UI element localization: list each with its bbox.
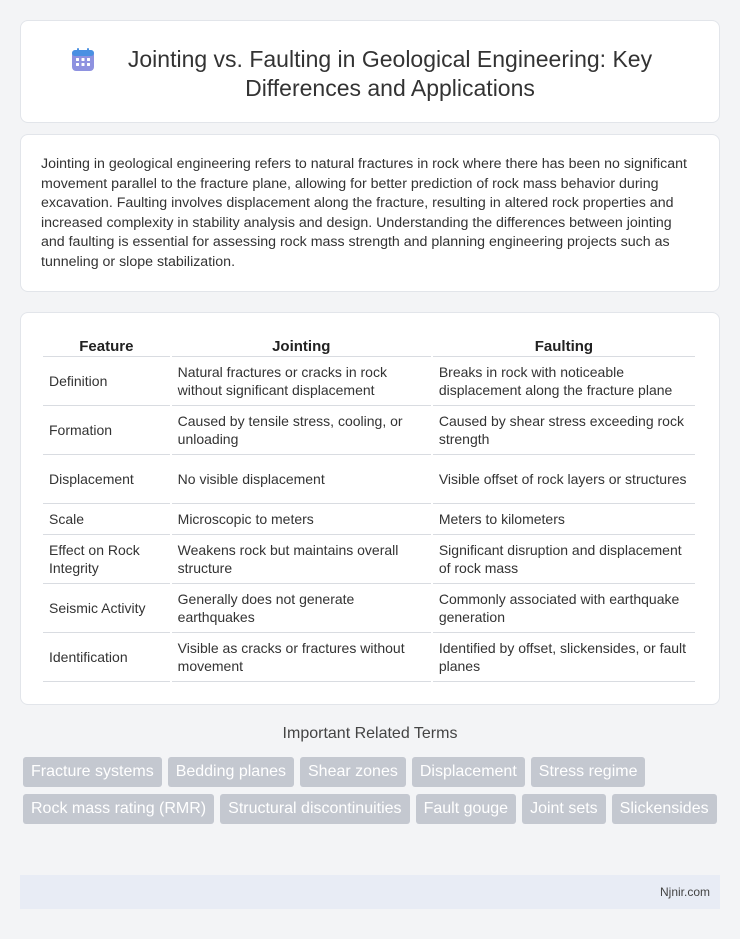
- cell-faulting: Identified by offset, slickensides, or fault planes: [433, 633, 695, 682]
- cell-jointing: No visible displacement: [172, 455, 431, 504]
- intro-card: [20, 134, 720, 292]
- footer: [20, 875, 720, 909]
- cell-jointing: Visible as cracks or fractures without movement: [172, 633, 431, 682]
- cell-jointing: Generally does not generate earthquakes: [172, 584, 431, 633]
- table-row: [43, 633, 695, 682]
- title-wrap: [21, 21, 719, 103]
- cell-faulting: Significant disruption and displacement of rock mass: [433, 535, 695, 584]
- cell-feature: Seismic Activity: [43, 584, 170, 633]
- related-terms-heading: Important Related Terms: [282, 725, 458, 742]
- table-row: [43, 455, 695, 504]
- comparison-table: [41, 333, 697, 682]
- table-row: [43, 406, 695, 455]
- tag-slickensides[interactable]: Slickensides: [612, 794, 717, 824]
- tag-rock-mass-rating[interactable]: Rock mass rating (RMR): [23, 794, 214, 824]
- cell-faulting: Caused by shear stress exceeding rock strength: [433, 406, 695, 455]
- cell-jointing: Weakens rock but maintains overall structure: [172, 535, 431, 584]
- intro-paragraph: Jointing in geological engineering refers to natural fractures in rock where there has been no significant movement parallel to the fracture plane, allowing for better prediction of rock mass behavior during excavation. Faulting involves displacement along the fracture, resulting in altered rock properties and increased complexity in stability analysis and design. Understanding the differences between jointing and faulting is essential for assessing rock mass strength and planning engineering projects such as tunneling or slope stabilization.: [41, 156, 687, 270]
- cell-jointing: Caused by tensile stress, cooling, or unloading: [172, 406, 431, 455]
- tag-displacement[interactable]: Displacement: [412, 757, 525, 787]
- cell-feature: Scale: [43, 504, 170, 535]
- cell-faulting: Breaks in rock with noticeable displacement along the fracture plane: [433, 357, 695, 406]
- header-jointing: Jointing: [172, 333, 431, 357]
- title-card: [20, 20, 720, 123]
- table-row: [43, 584, 695, 633]
- tag-fracture-systems[interactable]: Fracture systems: [23, 757, 162, 787]
- cell-feature: Definition: [43, 357, 170, 406]
- header-feature: Feature: [43, 333, 170, 357]
- cell-jointing: Natural fractures or cracks in rock without significant displacement: [172, 357, 431, 406]
- cell-jointing: Microscopic to meters: [172, 504, 431, 535]
- cell-feature: Effect on Rock Integrity: [43, 535, 170, 584]
- cell-feature: Identification: [43, 633, 170, 682]
- cell-feature: Displacement: [43, 455, 170, 504]
- calendar-icon: [70, 47, 96, 73]
- related-terms-list: [23, 757, 723, 824]
- tag-structural-discontinuities[interactable]: Structural discontinuities: [220, 794, 409, 824]
- table-header-row: [43, 333, 695, 357]
- tag-stress-regime[interactable]: Stress regime: [531, 757, 646, 787]
- table-row: [43, 504, 695, 535]
- cell-faulting: Meters to kilometers: [433, 504, 695, 535]
- page-title: Jointing vs. Faulting in Geological Engineering: Key Differences and Applications: [127, 46, 653, 101]
- tag-joint-sets[interactable]: Joint sets: [522, 794, 606, 824]
- comparison-card: [20, 312, 720, 705]
- cell-feature: Formation: [43, 406, 170, 455]
- tag-bedding-planes[interactable]: Bedding planes: [168, 757, 294, 787]
- tag-shear-zones[interactable]: Shear zones: [300, 757, 406, 787]
- cell-faulting: Commonly associated with earthquake generation: [433, 584, 695, 633]
- table-row: [43, 357, 695, 406]
- footer-site-link[interactable]: Njnir.com: [659, 885, 710, 899]
- cell-faulting: Visible offset of rock layers or structures: [433, 455, 695, 504]
- tag-fault-gouge[interactable]: Fault gouge: [416, 794, 517, 824]
- table-row: [43, 535, 695, 584]
- header-faulting: Faulting: [433, 333, 695, 357]
